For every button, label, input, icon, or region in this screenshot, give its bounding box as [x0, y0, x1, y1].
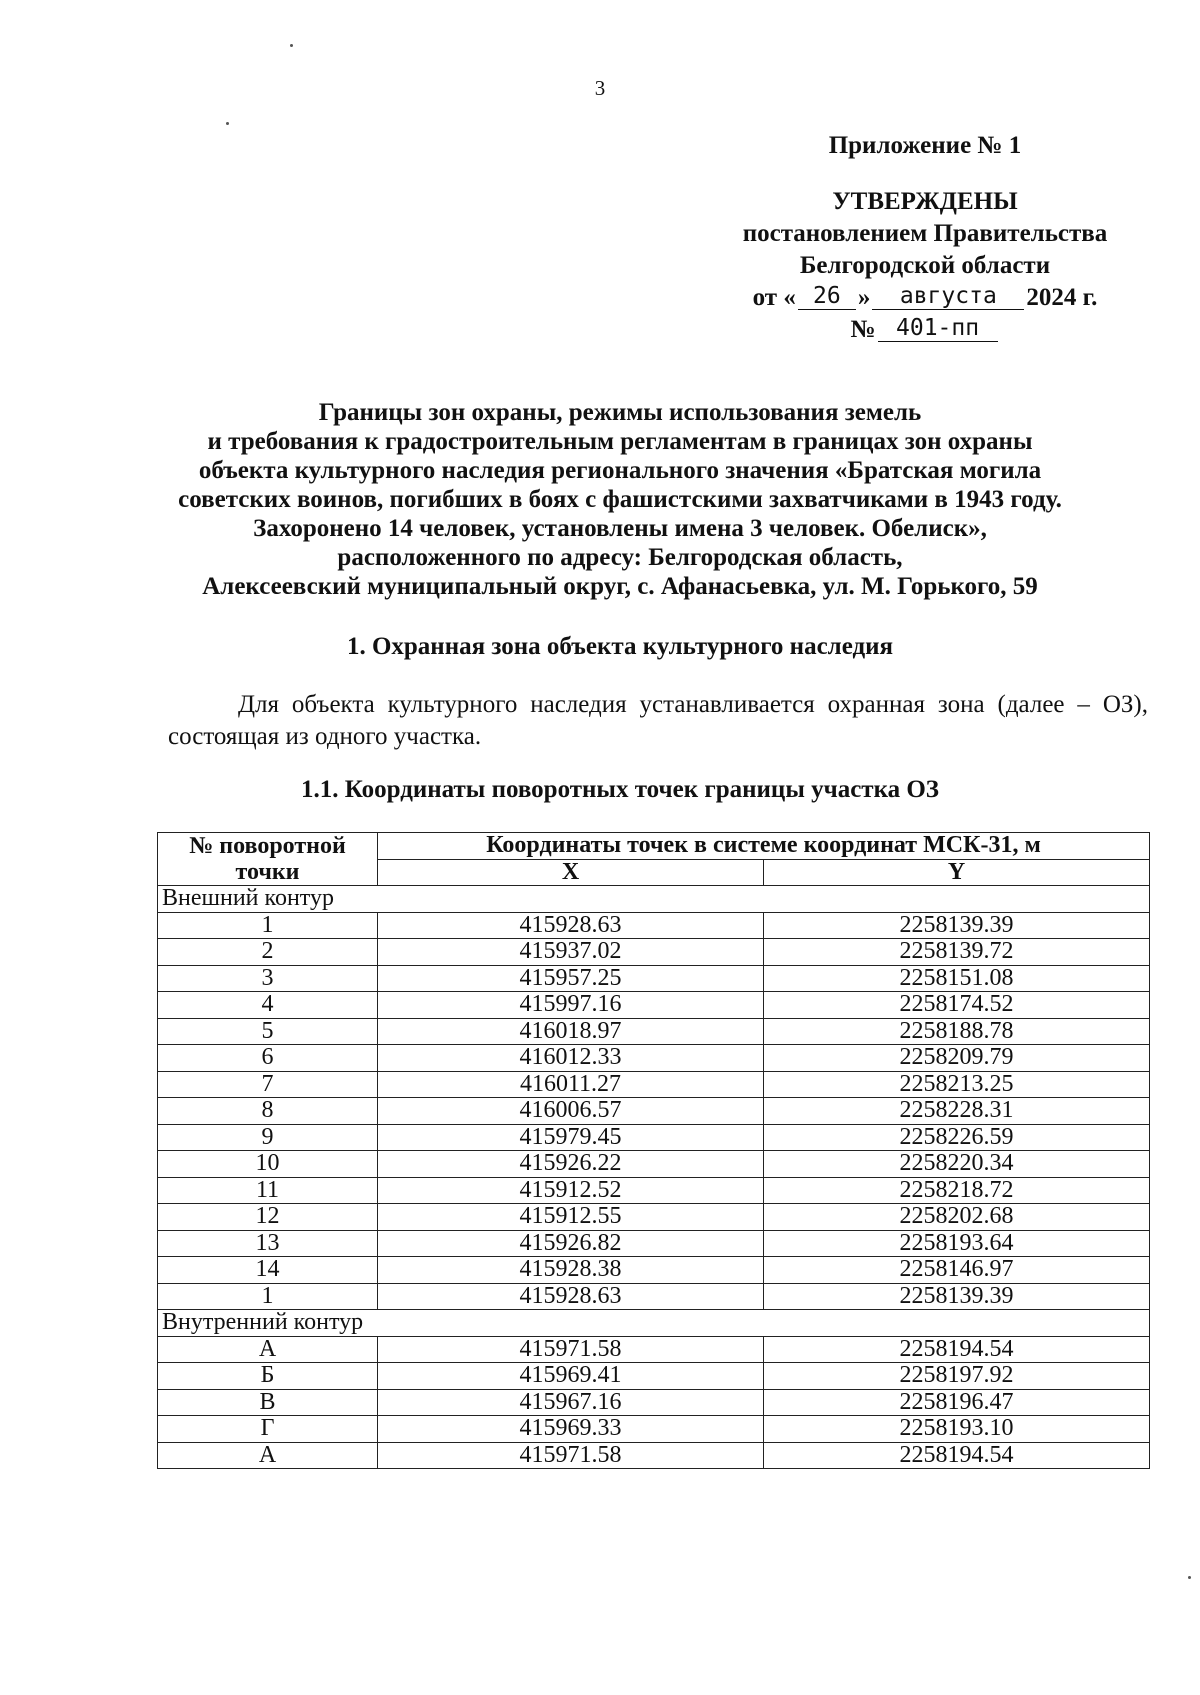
point-id-cell: 7	[158, 1071, 378, 1098]
table-row	[158, 1257, 1150, 1284]
title-line: Захоронено 14 человек, установлены имена 3 человек. Обелиск»,	[253, 515, 987, 542]
title-line: Границы зон охраны, режимы использования земель	[318, 399, 922, 426]
point-id-cell: А	[158, 1336, 378, 1363]
y-coordinate-cell: 2258193.64	[764, 1230, 1150, 1257]
scan-speck	[290, 44, 293, 47]
y-coordinate-cell: 2258213.25	[764, 1071, 1150, 1098]
point-id-cell: 9	[158, 1124, 378, 1151]
x-coordinate-cell: 416006.57	[378, 1098, 764, 1125]
y-coordinate-cell: 2258194.54	[764, 1442, 1150, 1469]
date-month-field: августа	[872, 283, 1024, 310]
table-row	[158, 1151, 1150, 1178]
y-coordinate-cell: 2258228.31	[764, 1098, 1150, 1125]
table-body	[158, 886, 1150, 1469]
point-id-cell: 8	[158, 1098, 378, 1125]
point-id-cell: В	[158, 1389, 378, 1416]
x-coordinate-cell: 415967.16	[378, 1389, 764, 1416]
x-coordinate-cell: 415926.22	[378, 1151, 764, 1178]
title-line: и требования к градостроительным регламентам в границах зон охраны	[207, 428, 1033, 455]
table-row	[158, 939, 1150, 966]
section-heading: 1. Охранная зона объекта культурного наследия	[346, 633, 894, 660]
point-id-cell: А	[158, 1442, 378, 1469]
subsection-heading: 1.1. Координаты поворотных точек границы участка ОЗ	[301, 776, 939, 803]
x-coordinate-cell: 416012.33	[378, 1045, 764, 1072]
point-id-cell: Б	[158, 1363, 378, 1390]
number-prefix: №	[850, 316, 876, 343]
y-coordinate-cell: 2258146.97	[764, 1257, 1150, 1284]
approval-line-2: Белгородской области	[799, 252, 1051, 279]
point-id-cell: 6	[158, 1045, 378, 1072]
date-day-field: 26	[798, 283, 856, 310]
number-field: 401-пп	[878, 315, 998, 342]
contour-group-row	[158, 1310, 1150, 1337]
y-coordinate-cell: 2258218.72	[764, 1177, 1150, 1204]
header-coordinates: Координаты точек в системе координат МСК-31, м	[378, 833, 1150, 860]
title-line: Алексеевский муниципальный округ, с. Афанасьевка, ул. М. Горького, 59	[202, 573, 1038, 600]
appendix-label: Приложение № 1	[828, 132, 1022, 159]
table-row	[158, 992, 1150, 1019]
table-row	[158, 1177, 1150, 1204]
point-id-cell: 5	[158, 1018, 378, 1045]
point-id-cell: 2	[158, 939, 378, 966]
date-year: 2024 г.	[1026, 284, 1098, 311]
approval-block	[700, 130, 1150, 346]
title-line: расположенного по адресу: Белгородская область,	[337, 544, 903, 571]
x-coordinate-cell: 415997.16	[378, 992, 764, 1019]
table-row	[158, 1098, 1150, 1125]
y-coordinate-cell: 2258193.10	[764, 1416, 1150, 1443]
table-row	[158, 1204, 1150, 1231]
point-id-cell: 11	[158, 1177, 378, 1204]
x-coordinate-cell: 415912.55	[378, 1204, 764, 1231]
table-row	[158, 912, 1150, 939]
title-line: советских воинов, погибших в боях с фашистскими захватчиками в 1943 году.	[178, 486, 1062, 513]
x-coordinate-cell: 415928.63	[378, 912, 764, 939]
table-row	[158, 1363, 1150, 1390]
contour-label: Внутренний контур	[158, 1310, 1150, 1337]
point-id-cell: 14	[158, 1257, 378, 1284]
section-paragraph: Для объекта культурного наследия устанавливается охранная зона (далее – ОЗ), состоящая из одного участка.	[168, 691, 1148, 750]
y-coordinate-cell: 2258194.54	[764, 1336, 1150, 1363]
point-id-cell: 1	[158, 1283, 378, 1310]
title-line: объекта культурного наследия регионального значения «Братская могила	[198, 457, 1042, 484]
table-row	[158, 1230, 1150, 1257]
coordinates-table	[157, 832, 1150, 1469]
table-row	[158, 1389, 1150, 1416]
contour-group-row	[158, 886, 1150, 913]
table-row	[158, 1045, 1150, 1072]
approval-number	[700, 314, 1150, 346]
table-row	[158, 1018, 1150, 1045]
x-coordinate-cell: 415979.45	[378, 1124, 764, 1151]
point-id-cell: 1	[158, 912, 378, 939]
table-row	[158, 1283, 1150, 1310]
table-row	[158, 965, 1150, 992]
x-coordinate-cell: 415928.38	[378, 1257, 764, 1284]
x-coordinate-cell: 415969.41	[378, 1363, 764, 1390]
y-coordinate-cell: 2258197.92	[764, 1363, 1150, 1390]
x-coordinate-cell: 416011.27	[378, 1071, 764, 1098]
y-coordinate-cell: 2258202.68	[764, 1204, 1150, 1231]
table-row	[158, 1124, 1150, 1151]
table-row	[158, 1442, 1150, 1469]
y-coordinate-cell: 2258174.52	[764, 992, 1150, 1019]
point-id-cell: Г	[158, 1416, 378, 1443]
x-coordinate-cell: 415969.33	[378, 1416, 764, 1443]
x-coordinate-cell: 416018.97	[378, 1018, 764, 1045]
date-quote-close: »	[857, 284, 871, 311]
header-point-number: № поворотной точки	[158, 833, 378, 886]
contour-label: Внешний контур	[158, 886, 1150, 913]
x-coordinate-cell: 415912.52	[378, 1177, 764, 1204]
y-coordinate-cell: 2258139.72	[764, 939, 1150, 966]
y-coordinate-cell: 2258220.34	[764, 1151, 1150, 1178]
page-number: 3	[594, 76, 606, 100]
x-coordinate-cell: 415971.58	[378, 1442, 764, 1469]
approval-date	[700, 282, 1150, 314]
y-coordinate-cell: 2258139.39	[764, 1283, 1150, 1310]
y-coordinate-cell: 2258139.39	[764, 912, 1150, 939]
approved-label: УТВЕРЖДЕНЫ	[832, 188, 1018, 215]
y-coordinate-cell: 2258196.47	[764, 1389, 1150, 1416]
point-id-cell: 13	[158, 1230, 378, 1257]
y-coordinate-cell: 2258151.08	[764, 965, 1150, 992]
x-coordinate-cell: 415926.82	[378, 1230, 764, 1257]
point-id-cell: 12	[158, 1204, 378, 1231]
table-row	[158, 1416, 1150, 1443]
x-coordinate-cell: 415928.63	[378, 1283, 764, 1310]
point-id-cell: 10	[158, 1151, 378, 1178]
y-coordinate-cell: 2258226.59	[764, 1124, 1150, 1151]
date-prefix: от «	[752, 284, 796, 311]
scan-speck	[226, 122, 229, 125]
x-coordinate-cell: 415971.58	[378, 1336, 764, 1363]
x-coordinate-cell: 415957.25	[378, 965, 764, 992]
point-id-cell: 3	[158, 965, 378, 992]
scan-speck	[1188, 1576, 1191, 1579]
x-coordinate-cell: 415937.02	[378, 939, 764, 966]
table-row	[158, 1071, 1150, 1098]
table-row	[158, 1336, 1150, 1363]
approval-line-1: постановлением Правительства	[742, 220, 1108, 247]
header-y: Y	[764, 859, 1150, 886]
point-id-cell: 4	[158, 992, 378, 1019]
y-coordinate-cell: 2258188.78	[764, 1018, 1150, 1045]
header-x: X	[378, 859, 764, 886]
y-coordinate-cell: 2258209.79	[764, 1045, 1150, 1072]
document-title	[120, 398, 1120, 601]
